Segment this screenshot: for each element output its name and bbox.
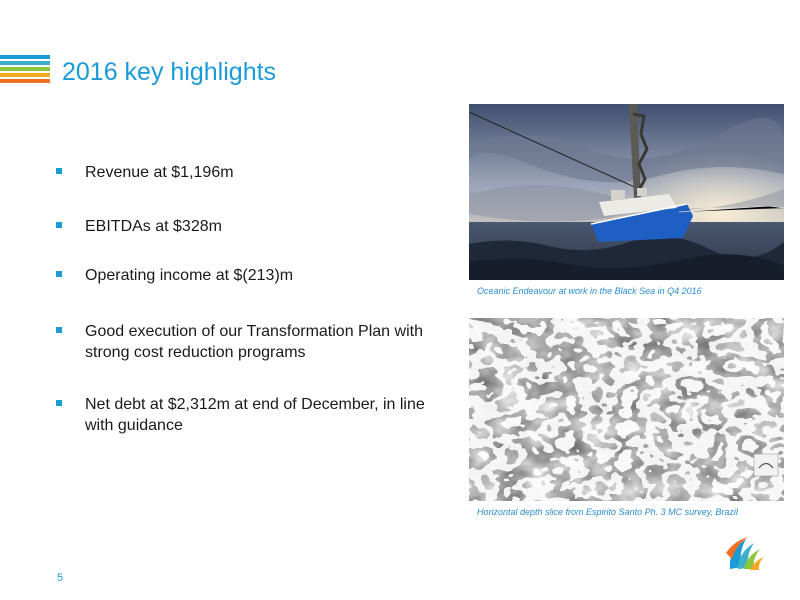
brand-stripes <box>0 55 50 85</box>
vessel-photo-caption: Oceanic Endeavour at work in the Black Sea in Q4 2016 <box>477 286 702 296</box>
brand-stripe <box>0 61 50 65</box>
slide-title: 2016 key highlights <box>62 58 277 86</box>
bullet-text: EBITDAs at $328m <box>85 218 222 235</box>
brand-stripe <box>0 73 50 77</box>
bullet-text: Good execution of our Transformation Plan with strong cost reduction programs <box>85 323 423 361</box>
bullet-text: Revenue at $1,196m <box>85 164 234 181</box>
seismic-image-caption: Horizontal depth slice from Espirito Santo Ph. 3 MC survey, Brazil <box>477 507 738 517</box>
seismic-image <box>469 318 784 501</box>
vessel-at-sea-icon <box>469 104 784 280</box>
cgg-logo-icon <box>724 533 768 578</box>
bullet-square-icon <box>56 400 62 406</box>
bullet-square-icon <box>56 327 62 333</box>
bullet-text: Operating income at $(213)m <box>85 267 294 284</box>
svg-text:IMAGED: IMAGED <box>757 481 775 486</box>
brand-stripe <box>0 55 50 59</box>
svg-text:BY CGG: BY CGG <box>758 486 774 491</box>
seismic-depth-slice-icon <box>469 318 784 501</box>
brand-stripe <box>0 67 50 71</box>
vessel-photo <box>469 104 784 280</box>
bullet-square-icon <box>56 222 62 228</box>
page-number: 5 <box>57 572 64 584</box>
bullet-text: Net debt at $2,312m at end of December, in line with guidance <box>85 396 425 434</box>
brand-stripe <box>0 79 50 83</box>
bullet-square-icon <box>56 168 62 174</box>
bullet-square-icon <box>56 271 62 277</box>
